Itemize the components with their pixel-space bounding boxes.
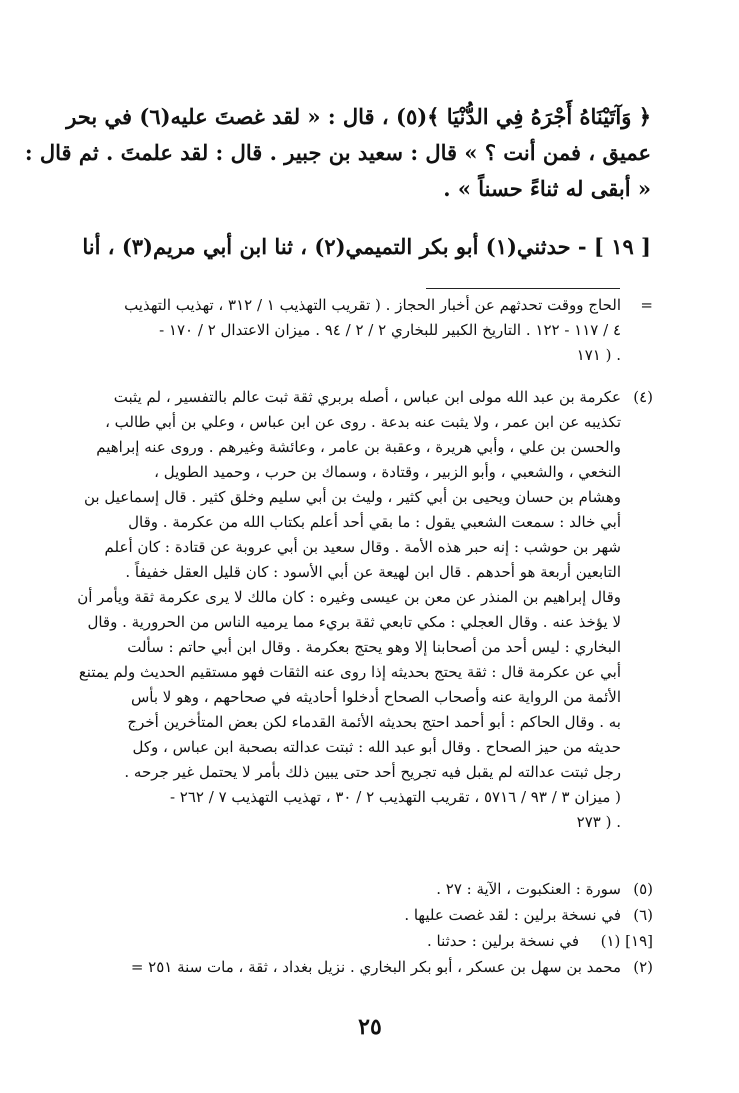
footnote-4-line: حديثه من حيز الصحاح . وقال أبو عبد الله : ثبتت عدالته بصحبة ابن عباس ، وكل: [132, 738, 621, 756]
footnote-4-line: أبي عن عكرمة قال : ثقة يحتج بحديثه إذا روى عنه الثقات فهو مستقيم الحديث ولم يمتنع: [78, 663, 621, 681]
main-text-line-2: عميق ، فمن أنت ؟ » قال : سعيد بن جبير . قال : لقد علمتَ . ثم قال :: [24, 140, 651, 165]
footnote-4-line: ( ميزان ٣ / ٩٣ / ٥٧١٦ ، تقريب التهذيب ٢ / ٣٠ ، تهذيب التهذيب ٧ / ٢٦٢ -: [169, 788, 621, 806]
continuation-marker: =: [640, 296, 653, 314]
footnote-19-1-number: [١٩] (١): [600, 932, 653, 950]
footnote-4-line: التابعين أربعة هو أحدهم . قال ابن لهيعة عن أبي الأسود : كان قليل العقل خفيفاً .: [125, 563, 621, 581]
footnote-continuation-line: ١٧١ ) .: [576, 346, 621, 364]
hadith-heading-line: [ ١٩ ] - حدثني(١) أبو بكر التميمي(٢) ، ثنا ابن أبي مريم(٣) ، أنا: [82, 234, 651, 259]
footnote-separator: [426, 288, 620, 289]
footnote-19-1-text: في نسخة برلين : حدثنا .: [427, 932, 579, 950]
footnote-4-line: عكرمة بن عبد الله مولى ابن عباس ، أصله بربري ثقة ثبت عالم بالتفسير ، لم يثبت: [113, 388, 621, 406]
page-number: ٢٥: [358, 1014, 382, 1040]
footnote-4-line: الأئمة من الرواية عنه وأصحاب الصحاح أدخلوا أحاديثه في صحاحهم ، وهو لا بأس: [130, 688, 621, 706]
footnote-4-line: وقال إبراهيم بن المنذر عن معن بن عيسى وغيره : كان مالك لا يرى عكرمة ثقة ويأمر أن: [77, 588, 621, 606]
footnote-4-line: النخعي ، والشعبي ، وأبو الزبير ، وقتادة ، وسماك بن حرب ، وحميد الطويل ،: [154, 463, 621, 481]
footnote-4-line: أبي خالد : سمعت الشعبي يقول : ما بقي أحد أعلم بكتاب الله من عكرمة . وقال: [128, 513, 621, 531]
footnote-6-text: في نسخة برلين : لقد غصت عليها .: [404, 906, 621, 924]
footnote-2-text: محمد بن سهل بن عسكر ، أبو بكر البخاري . نزيل بغداد ، ثقة ، مات سنة ٢٥١ =: [130, 958, 621, 976]
footnote-4-number: (٤): [633, 388, 653, 406]
footnote-4-line: شهر بن حوشب : إنه حبر هذه الأمة . وقال سعيد بن أبي عروبة عن قتادة : كان أعلم: [104, 538, 621, 556]
main-text-line-3: « أبقى له ثناءً حسناً » .: [443, 176, 651, 201]
footnote-continuation-line: ٤ / ١١٧ - ١٢٢ . التاريخ الكبير للبخاري ٢ / ٢ / ٩٤ . ميزان الاعتدال ٢ / ١٧٠ -: [159, 321, 621, 339]
footnote-4-line: ٢٧٣ ) .: [576, 813, 621, 831]
footnote-4-line: والحسن بن علي ، وأبي هريرة ، وعقبة بن عامر ، وعائشة وغيرهم . وروى عنه إبراهيم: [96, 438, 621, 456]
footnote-5-number: (٥): [633, 880, 653, 898]
footnote-5-text: سورة : العنكبوت ، الآية : ٢٧ .: [436, 880, 621, 898]
footnote-4-line: البخاري : ليس أحد من أصحابنا إلا وهو يحتج بعكرمة . وقال ابن أبي حاتم : سألت: [127, 638, 621, 656]
footnote-4-line: وهشام بن حسان ويحيى بن أبي كثير ، وليث بن أبي سليم وخلق كثير . قال إسماعيل بن: [84, 488, 621, 506]
footnote-4-line: به . وقال الحاكم : أبو أحمد احتج بحديثه الأئمة القدماء لكن بعض المتأخرين أخرج: [127, 713, 621, 731]
footnote-2-number: (٢): [633, 958, 653, 976]
footnote-continuation-line: الحاج ووقت تحدثهم عن أخبار الحجاز . ( تقريب التهذيب ١ / ٣١٢ ، تهذيب التهذيب: [124, 296, 621, 314]
footnote-6-number: (٦): [633, 906, 653, 924]
footnote-4-line: رجل ثبتت عدالته لم يقبل فيه تجريح أحد حتى يبين ذلك بأمر لا يحتمل غير جرحه .: [124, 763, 621, 781]
footnote-4-line: لا يؤخذ عنه . وقال العجلي : مكي تابعي ثقة بريء مما يرميه الناس من الحرورية . وقال: [87, 613, 621, 631]
main-text-line-1: ﴿ وَآتَيْنَاهُ أَجْرَهُ فِي الدُّنْيَا ﴾(٥) ، قال : « لقد غصتَ عليه(٦) في بحر: [66, 104, 651, 129]
footnote-4-line: تكذيبه عن ابن عمر ، ولا يثبت عنه بدعة . روى عن ابن عباس ، وعلي بن أبي طالب ،: [105, 413, 621, 431]
